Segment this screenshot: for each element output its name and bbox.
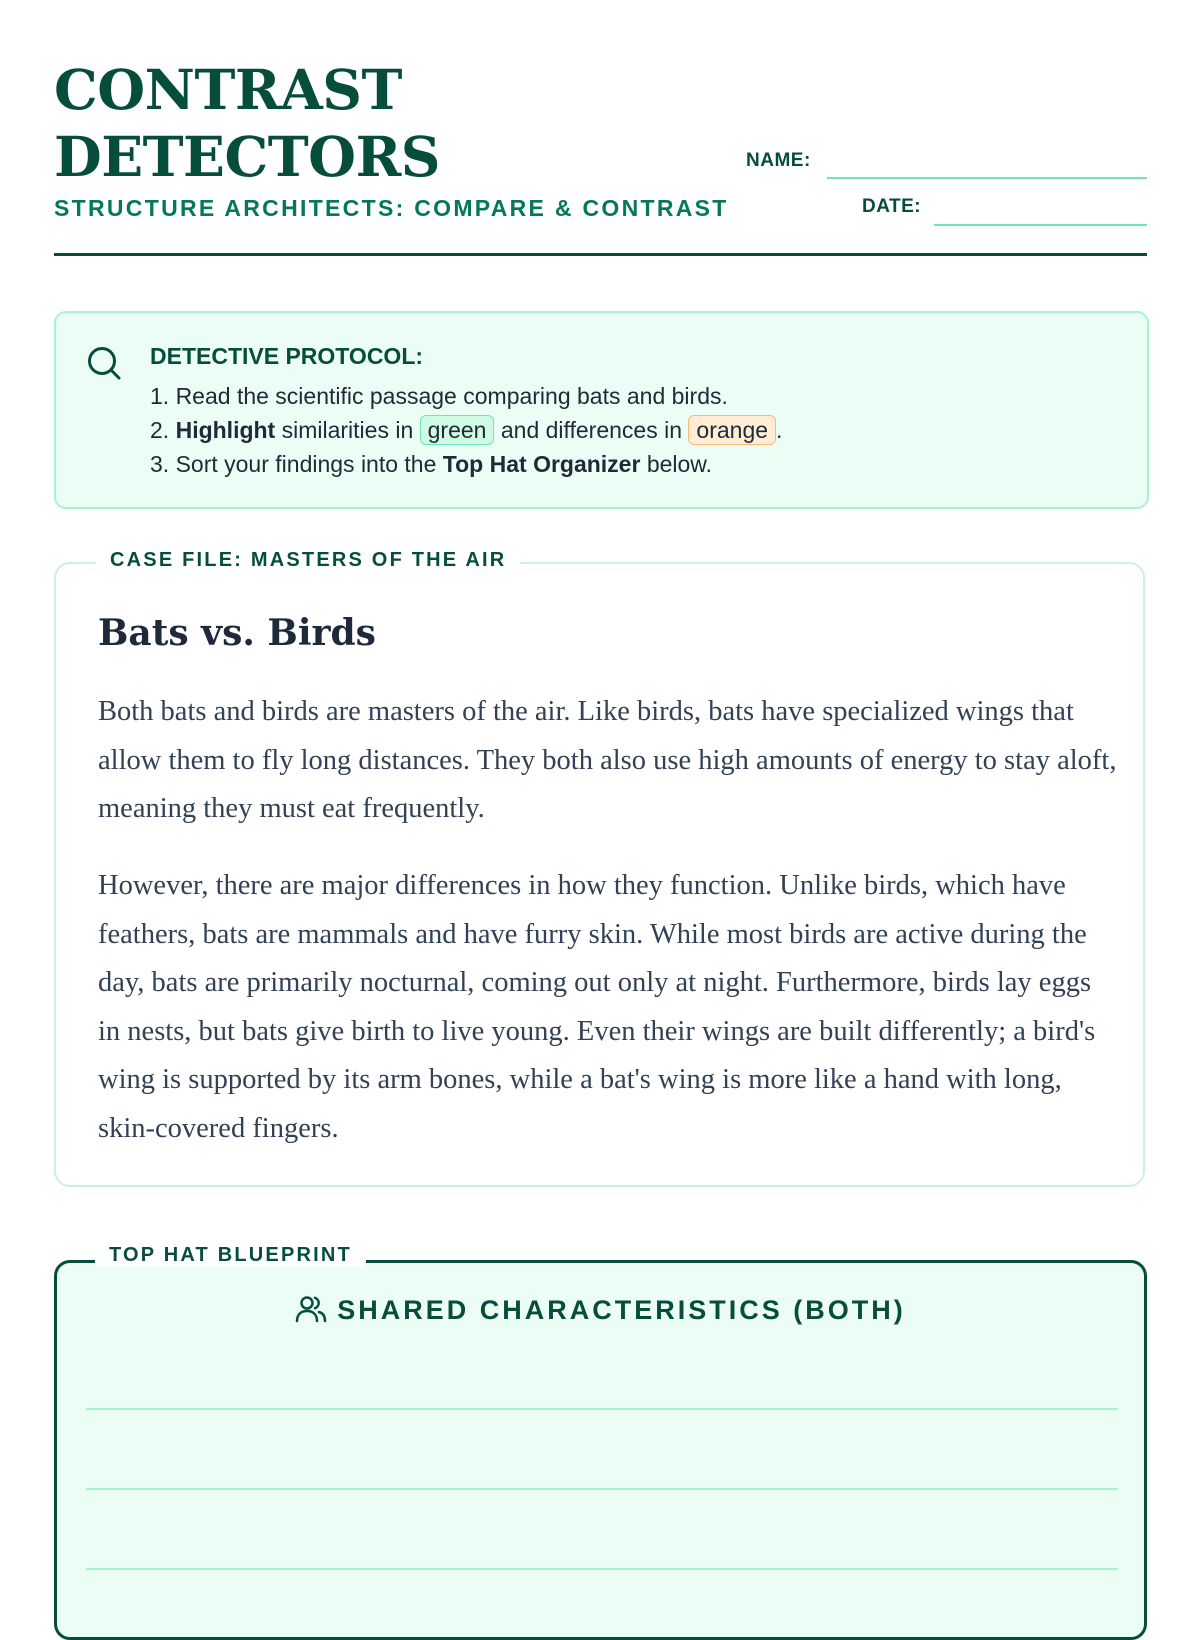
- title-line-1: CONTRAST: [54, 57, 402, 122]
- header-divider: [54, 253, 1147, 256]
- title-line-2: DETECTORS: [54, 124, 441, 189]
- orange-highlight-swatch: orange: [688, 415, 776, 445]
- case-file-passage: [54, 549, 1145, 1187]
- writing-line[interactable]: [86, 1408, 1118, 1410]
- users-icon: [295, 1293, 327, 1325]
- passage-paragraph-1[interactable]: Both bats and birds are masters of the air. Like birds, bats have specialized wings that allow them to fly long distances. They both also use high amounts of energy to stay aloft, meaning they must eat frequently.: [98, 696, 1117, 824]
- green-highlight-swatch: green: [420, 415, 495, 445]
- passage-paragraph-2[interactable]: However, there are major differences in how they function. Unlike birds, which have feathers, bats are mammals and have furry skin. While most birds are active during the day, bats are primarily nocturnal, coming out only at night. Furthermore, birds lay eggs in nests, but bats give birth to live young. Even their wings are built differently; a bird's wing is supported by its arm bones, while a bat's wing is more like a hand with long, skin-covered fingers.: [98, 870, 1096, 1144]
- name-field[interactable]: [827, 177, 1147, 179]
- date-label: DATE:: [862, 196, 922, 217]
- case-file-label: CASE FILE: MASTERS OF THE AIR: [96, 549, 520, 572]
- writing-line[interactable]: [86, 1568, 1118, 1570]
- date-field[interactable]: [934, 224, 1147, 226]
- shared-heading-text: SHARED CHARACTERISTICS (BOTH): [337, 1295, 906, 1325]
- worksheet-subtitle: STRUCTURE ARCHITECTS: COMPARE & CONTRAST: [54, 195, 729, 221]
- protocol-step-3: 3. Sort your findings into the Top Hat Organizer below.: [150, 451, 713, 477]
- protocol-step-1: 1. Read the scientific passage comparing bats and birds.: [150, 383, 728, 409]
- protocol-step-2: 2. Highlight similarities in green and differences in orange .: [150, 417, 783, 443]
- name-label: NAME:: [746, 150, 811, 171]
- worksheet-title: [54, 56, 440, 190]
- detective-protocol-box: [54, 311, 1149, 509]
- top-hat-label: TOP HAT BLUEPRINT: [95, 1244, 366, 1267]
- top-hat-organizer: [54, 1244, 1147, 1640]
- protocol-steps: [150, 379, 782, 481]
- protocol-title: DETECTIVE PROTOCOL:: [150, 343, 424, 369]
- search-icon: [84, 343, 124, 383]
- shared-characteristics-heading: [57, 1295, 1144, 1328]
- passage-title: Bats vs. Birds: [98, 612, 376, 654]
- writing-line[interactable]: [86, 1488, 1118, 1490]
